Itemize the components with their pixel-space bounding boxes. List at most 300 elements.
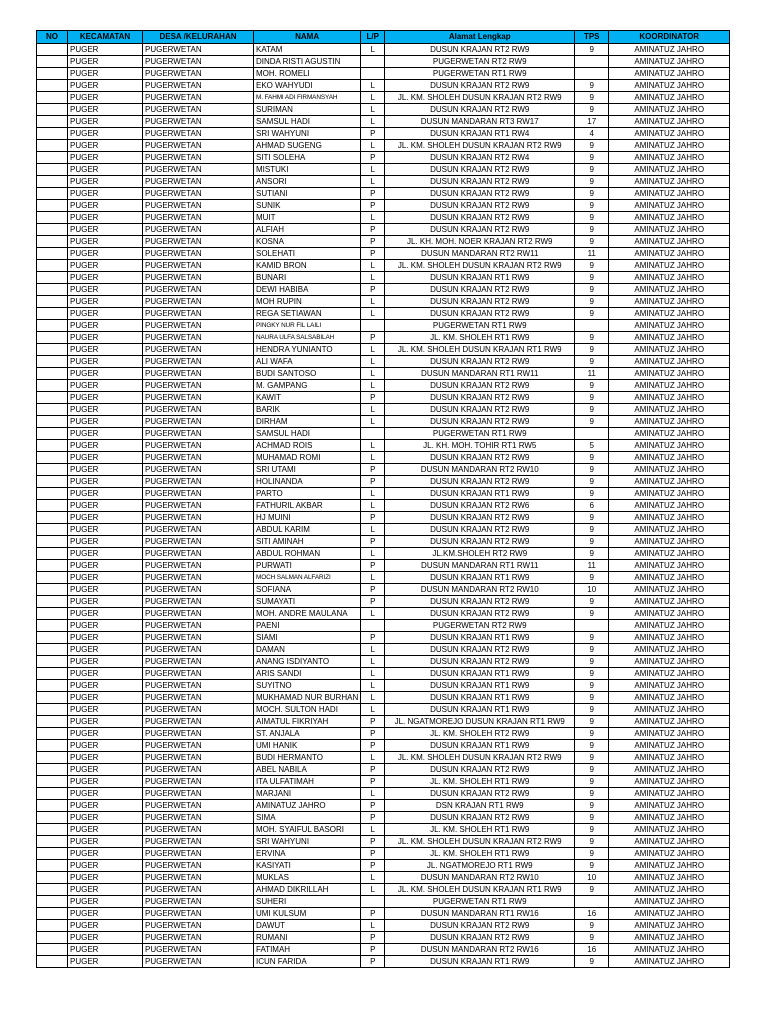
cell-alamat: DUSUN KRAJAN RT2 RW9	[385, 812, 575, 824]
cell-koordinator: AMINATUZ JAHRO	[609, 884, 730, 896]
cell-kecamatan: PUGER	[68, 284, 143, 296]
cell-tps: 9	[575, 308, 609, 320]
cell-tps: 16	[575, 944, 609, 956]
cell-desa: PUGERWETAN	[143, 416, 254, 428]
table-row	[37, 500, 730, 512]
cell-no	[37, 596, 68, 608]
cell-gender: P	[361, 560, 385, 572]
table-row	[37, 464, 730, 476]
cell-desa: PUGERWETAN	[143, 896, 254, 908]
table-row	[37, 200, 730, 212]
cell-no	[37, 716, 68, 728]
cell-tps: 9	[575, 356, 609, 368]
cell-desa: PUGERWETAN	[143, 464, 254, 476]
cell-nama: SRI WAHYUNI	[254, 836, 361, 848]
cell-no	[37, 704, 68, 716]
cell-kecamatan: PUGER	[68, 944, 143, 956]
cell-kecamatan: PUGER	[68, 224, 143, 236]
cell-alamat: DUSUN KRAJAN RT1 RW9	[385, 956, 575, 968]
cell-nama: KAWIT	[254, 392, 361, 404]
cell-koordinator: AMINATUZ JAHRO	[609, 644, 730, 656]
cell-kecamatan: PUGER	[68, 632, 143, 644]
cell-kecamatan: PUGER	[68, 584, 143, 596]
cell-tps: 9	[575, 788, 609, 800]
cell-nama: KAMID BRON	[254, 260, 361, 272]
cell-gender: L	[361, 752, 385, 764]
cell-gender: L	[361, 404, 385, 416]
cell-koordinator: AMINATUZ JAHRO	[609, 176, 730, 188]
table-row	[37, 584, 730, 596]
cell-kecamatan: PUGER	[68, 596, 143, 608]
cell-tps: 9	[575, 464, 609, 476]
cell-koordinator: AMINATUZ JAHRO	[609, 500, 730, 512]
cell-no	[37, 560, 68, 572]
cell-tps: 9	[575, 140, 609, 152]
cell-koordinator: AMINATUZ JAHRO	[609, 236, 730, 248]
cell-tps: 9	[575, 224, 609, 236]
cell-alamat: DUSUN KRAJAN RT2 RW9	[385, 80, 575, 92]
cell-desa: PUGERWETAN	[143, 788, 254, 800]
cell-tps: 10	[575, 872, 609, 884]
table-row	[37, 284, 730, 296]
cell-kecamatan: PUGER	[68, 68, 143, 80]
cell-gender: P	[361, 932, 385, 944]
cell-gender: P	[361, 764, 385, 776]
cell-gender: P	[361, 632, 385, 644]
cell-tps: 9	[575, 836, 609, 848]
cell-nama: ST. ANJALA	[254, 728, 361, 740]
table-body	[37, 44, 730, 968]
cell-nama: ICUN FARIDA	[254, 956, 361, 968]
cell-koordinator: AMINATUZ JAHRO	[609, 596, 730, 608]
cell-tps: 9	[575, 44, 609, 56]
cell-koordinator: AMINATUZ JAHRO	[609, 692, 730, 704]
cell-nama: SURIMAN	[254, 104, 361, 116]
table-row	[37, 572, 730, 584]
cell-no	[37, 728, 68, 740]
table-row	[37, 344, 730, 356]
cell-gender: L	[361, 488, 385, 500]
table-row	[37, 212, 730, 224]
cell-gender: L	[361, 212, 385, 224]
cell-kecamatan: PUGER	[68, 260, 143, 272]
cell-no	[37, 92, 68, 104]
header-alamat: Alamat Lengkap	[385, 31, 575, 44]
cell-gender: L	[361, 656, 385, 668]
cell-kecamatan: PUGER	[68, 644, 143, 656]
cell-nama: ARIS SANDI	[254, 668, 361, 680]
cell-desa: PUGERWETAN	[143, 500, 254, 512]
cell-desa: PUGERWETAN	[143, 296, 254, 308]
cell-kecamatan: PUGER	[68, 524, 143, 536]
cell-no	[37, 500, 68, 512]
table-row	[37, 944, 730, 956]
cell-tps: 9	[575, 188, 609, 200]
cell-no	[37, 440, 68, 452]
cell-alamat: DUSUN KRAJAN RT1 RW9	[385, 272, 575, 284]
cell-tps: 16	[575, 908, 609, 920]
table-row	[37, 416, 730, 428]
cell-nama: SITI AMINAH	[254, 536, 361, 548]
table-row	[37, 440, 730, 452]
cell-alamat: DUSUN MANDARAN RT2 RW11	[385, 248, 575, 260]
cell-koordinator: AMINATUZ JAHRO	[609, 836, 730, 848]
header-gender: L/P	[361, 31, 385, 44]
cell-koordinator: AMINATUZ JAHRO	[609, 56, 730, 68]
cell-gender: L	[361, 44, 385, 56]
cell-no	[37, 464, 68, 476]
cell-alamat: DUSUN MANDARAN RT2 RW16	[385, 944, 575, 956]
cell-koordinator: AMINATUZ JAHRO	[609, 824, 730, 836]
cell-no	[37, 548, 68, 560]
cell-desa: PUGERWETAN	[143, 860, 254, 872]
cell-gender: P	[361, 956, 385, 968]
table-row	[37, 668, 730, 680]
cell-desa: PUGERWETAN	[143, 116, 254, 128]
cell-kecamatan: PUGER	[68, 500, 143, 512]
cell-no	[37, 752, 68, 764]
cell-nama: KATAM	[254, 44, 361, 56]
cell-tps: 17	[575, 116, 609, 128]
cell-desa: PUGERWETAN	[143, 476, 254, 488]
cell-alamat: DUSUN KRAJAN RT2 RW4	[385, 152, 575, 164]
cell-alamat: DUSUN KRAJAN RT2 RW9	[385, 536, 575, 548]
cell-koordinator: AMINATUZ JAHRO	[609, 116, 730, 128]
cell-no	[37, 836, 68, 848]
cell-nama: HENDRA YUNIANTO	[254, 344, 361, 356]
cell-no	[37, 356, 68, 368]
cell-no	[37, 332, 68, 344]
cell-desa: PUGERWETAN	[143, 536, 254, 548]
table-row	[37, 656, 730, 668]
cell-nama: FATHURIL AKBAR	[254, 500, 361, 512]
cell-gender: L	[361, 140, 385, 152]
cell-gender: L	[361, 260, 385, 272]
cell-desa: PUGERWETAN	[143, 380, 254, 392]
cell-kecamatan: PUGER	[68, 680, 143, 692]
cell-kecamatan: PUGER	[68, 392, 143, 404]
table-row	[37, 836, 730, 848]
table-row	[37, 176, 730, 188]
cell-koordinator: AMINATUZ JAHRO	[609, 524, 730, 536]
cell-alamat: DUSUN KRAJAN RT1 RW4	[385, 128, 575, 140]
cell-alamat: DUSUN KRAJAN RT2 RW9	[385, 176, 575, 188]
cell-alamat: DUSUN KRAJAN RT2 RW9	[385, 392, 575, 404]
cell-no	[37, 572, 68, 584]
cell-nama: ANSORI	[254, 176, 361, 188]
cell-desa: PUGERWETAN	[143, 752, 254, 764]
table-row	[37, 524, 730, 536]
cell-koordinator: AMINATUZ JAHRO	[609, 440, 730, 452]
cell-tps: 9	[575, 800, 609, 812]
cell-koordinator: AMINATUZ JAHRO	[609, 476, 730, 488]
table-row	[37, 152, 730, 164]
cell-no	[37, 404, 68, 416]
cell-tps: 10	[575, 584, 609, 596]
cell-alamat: JL. KM. SHOLEH DUSUN KRAJAN RT2 RW9	[385, 836, 575, 848]
cell-kecamatan: PUGER	[68, 836, 143, 848]
cell-desa: PUGERWETAN	[143, 824, 254, 836]
cell-tps: 9	[575, 668, 609, 680]
cell-koordinator: AMINATUZ JAHRO	[609, 956, 730, 968]
cell-koordinator: AMINATUZ JAHRO	[609, 320, 730, 332]
cell-desa: PUGERWETAN	[143, 152, 254, 164]
cell-desa: PUGERWETAN	[143, 836, 254, 848]
cell-tps: 9	[575, 104, 609, 116]
cell-no	[37, 824, 68, 836]
cell-alamat: DUSUN KRAJAN RT2 RW9	[385, 644, 575, 656]
cell-tps: 9	[575, 596, 609, 608]
cell-alamat: DUSUN KRAJAN RT1 RW9	[385, 572, 575, 584]
cell-koordinator: AMINATUZ JAHRO	[609, 152, 730, 164]
cell-nama: SAMSUL HADI	[254, 428, 361, 440]
cell-gender: L	[361, 272, 385, 284]
cell-nama: AIMATUL FIKRIYAH	[254, 716, 361, 728]
cell-koordinator: AMINATUZ JAHRO	[609, 908, 730, 920]
cell-no	[37, 812, 68, 824]
cell-tps: 9	[575, 236, 609, 248]
table-row	[37, 608, 730, 620]
cell-nama: DINDA RISTI AGUSTIN	[254, 56, 361, 68]
table-row	[37, 332, 730, 344]
cell-nama: ALFIAH	[254, 224, 361, 236]
table-row	[37, 776, 730, 788]
cell-no	[37, 764, 68, 776]
cell-tps: 9	[575, 848, 609, 860]
cell-desa: PUGERWETAN	[143, 548, 254, 560]
cell-desa: PUGERWETAN	[143, 716, 254, 728]
cell-koordinator: AMINATUZ JAHRO	[609, 932, 730, 944]
table-row	[37, 260, 730, 272]
cell-tps: 9	[575, 824, 609, 836]
cell-alamat: JL. KM. SHOLEH DUSUN KRAJAN RT1 RW9	[385, 344, 575, 356]
cell-no	[37, 344, 68, 356]
header-row	[37, 31, 730, 44]
cell-koordinator: AMINATUZ JAHRO	[609, 368, 730, 380]
cell-kecamatan: PUGER	[68, 56, 143, 68]
cell-nama: MARJANI	[254, 788, 361, 800]
cell-tps: 9	[575, 704, 609, 716]
cell-kecamatan: PUGER	[68, 752, 143, 764]
cell-no	[37, 308, 68, 320]
cell-tps: 9	[575, 548, 609, 560]
cell-desa: PUGERWETAN	[143, 680, 254, 692]
cell-gender: L	[361, 680, 385, 692]
cell-nama: DAMAN	[254, 644, 361, 656]
cell-alamat: PUGERWETAN RT1 RW9	[385, 320, 575, 332]
cell-alamat: DUSUN MANDARAN RT2 RW10	[385, 464, 575, 476]
cell-nama: ABEL NABILA	[254, 764, 361, 776]
cell-kecamatan: PUGER	[68, 176, 143, 188]
cell-no	[37, 260, 68, 272]
cell-alamat: DUSUN KRAJAN RT2 RW9	[385, 512, 575, 524]
cell-kecamatan: PUGER	[68, 152, 143, 164]
table-row	[37, 140, 730, 152]
cell-tps: 9	[575, 932, 609, 944]
cell-koordinator: AMINATUZ JAHRO	[609, 140, 730, 152]
cell-nama: MUKLAS	[254, 872, 361, 884]
cell-gender: P	[361, 776, 385, 788]
cell-tps: 5	[575, 440, 609, 452]
cell-gender: L	[361, 920, 385, 932]
cell-koordinator: AMINATUZ JAHRO	[609, 620, 730, 632]
cell-kecamatan: PUGER	[68, 272, 143, 284]
cell-nama: FATIMAH	[254, 944, 361, 956]
cell-kecamatan: PUGER	[68, 872, 143, 884]
table-row	[37, 536, 730, 548]
cell-desa: PUGERWETAN	[143, 692, 254, 704]
cell-alamat: DUSUN KRAJAN RT2 RW9	[385, 764, 575, 776]
table-row	[37, 512, 730, 524]
cell-koordinator: AMINATUZ JAHRO	[609, 764, 730, 776]
cell-koordinator: AMINATUZ JAHRO	[609, 812, 730, 824]
cell-kecamatan: PUGER	[68, 200, 143, 212]
cell-kecamatan: PUGER	[68, 656, 143, 668]
cell-gender: L	[361, 92, 385, 104]
cell-nama: SIMA	[254, 812, 361, 824]
cell-gender: P	[361, 728, 385, 740]
table-row	[37, 728, 730, 740]
cell-nama: MOH. SYAIFUL BASORI	[254, 824, 361, 836]
cell-kecamatan: PUGER	[68, 812, 143, 824]
table-row	[37, 224, 730, 236]
table-row	[37, 716, 730, 728]
cell-gender: P	[361, 908, 385, 920]
table-row	[37, 308, 730, 320]
cell-alamat: JL. KH. MOH. TOHIR RT1 RW5	[385, 440, 575, 452]
cell-gender: L	[361, 608, 385, 620]
cell-no	[37, 248, 68, 260]
cell-koordinator: AMINATUZ JAHRO	[609, 92, 730, 104]
cell-koordinator: AMINATUZ JAHRO	[609, 920, 730, 932]
cell-tps: 9	[575, 860, 609, 872]
table-row	[37, 116, 730, 128]
cell-kecamatan: PUGER	[68, 92, 143, 104]
cell-gender	[361, 56, 385, 68]
cell-koordinator: AMINATUZ JAHRO	[609, 740, 730, 752]
table-row	[37, 752, 730, 764]
cell-tps: 9	[575, 716, 609, 728]
cell-no	[37, 392, 68, 404]
cell-gender: P	[361, 740, 385, 752]
cell-desa: PUGERWETAN	[143, 668, 254, 680]
cell-kecamatan: PUGER	[68, 476, 143, 488]
cell-desa: PUGERWETAN	[143, 392, 254, 404]
cell-koordinator: AMINATUZ JAHRO	[609, 344, 730, 356]
cell-gender: L	[361, 548, 385, 560]
cell-koordinator: AMINATUZ JAHRO	[609, 572, 730, 584]
cell-no	[37, 860, 68, 872]
header-no: NO	[37, 31, 68, 44]
cell-desa: PUGERWETAN	[143, 488, 254, 500]
cell-koordinator: AMINATUZ JAHRO	[609, 284, 730, 296]
cell-desa: PUGERWETAN	[143, 236, 254, 248]
cell-tps: 4	[575, 128, 609, 140]
cell-koordinator: AMINATUZ JAHRO	[609, 680, 730, 692]
cell-kecamatan: PUGER	[68, 416, 143, 428]
cell-koordinator: AMINATUZ JAHRO	[609, 944, 730, 956]
cell-nama: AHMAD DIKRILLAH	[254, 884, 361, 896]
cell-koordinator: AMINATUZ JAHRO	[609, 536, 730, 548]
cell-no	[37, 908, 68, 920]
cell-no	[37, 428, 68, 440]
cell-nama: SUHERI	[254, 896, 361, 908]
cell-nama: M. GAMPANG	[254, 380, 361, 392]
cell-tps: 9	[575, 344, 609, 356]
cell-no	[37, 872, 68, 884]
cell-no	[37, 668, 68, 680]
cell-alamat: DUSUN KRAJAN RT2 RW9	[385, 656, 575, 668]
cell-alamat: DUSUN MANDARAN RT1 RW11	[385, 560, 575, 572]
cell-koordinator: AMINATUZ JAHRO	[609, 272, 730, 284]
cell-kecamatan: PUGER	[68, 80, 143, 92]
cell-desa: PUGERWETAN	[143, 404, 254, 416]
table-row	[37, 356, 730, 368]
cell-tps: 9	[575, 404, 609, 416]
cell-desa: PUGERWETAN	[143, 224, 254, 236]
cell-kecamatan: PUGER	[68, 908, 143, 920]
cell-koordinator: AMINATUZ JAHRO	[609, 404, 730, 416]
table-row	[37, 488, 730, 500]
cell-no	[37, 284, 68, 296]
cell-kecamatan: PUGER	[68, 716, 143, 728]
cell-alamat: PUGERWETAN RT2 RW9	[385, 620, 575, 632]
table-row	[37, 80, 730, 92]
cell-no	[37, 884, 68, 896]
cell-kecamatan: PUGER	[68, 440, 143, 452]
cell-nama: DEWI HABIBA	[254, 284, 361, 296]
cell-tps: 9	[575, 608, 609, 620]
cell-desa: PUGERWETAN	[143, 368, 254, 380]
cell-alamat: DUSUN KRAJAN RT1 RW9	[385, 740, 575, 752]
cell-gender: P	[361, 128, 385, 140]
cell-no	[37, 692, 68, 704]
cell-kecamatan: PUGER	[68, 896, 143, 908]
cell-tps: 9	[575, 332, 609, 344]
cell-alamat: DUSUN MANDARAN RT3 RW17	[385, 116, 575, 128]
table-row	[37, 704, 730, 716]
cell-no	[37, 212, 68, 224]
header-nama: NAMA	[254, 31, 361, 44]
cell-tps: 9	[575, 692, 609, 704]
cell-gender: P	[361, 944, 385, 956]
cell-tps: 9	[575, 764, 609, 776]
cell-gender	[361, 896, 385, 908]
cell-nama: SOLEHATI	[254, 248, 361, 260]
cell-no	[37, 632, 68, 644]
cell-nama: NAURA ULFA SALSABILAH	[254, 332, 361, 344]
cell-nama: ITA ULFATIMAH	[254, 776, 361, 788]
cell-no	[37, 416, 68, 428]
cell-alamat: DUSUN KRAJAN RT2 RW6	[385, 500, 575, 512]
cell-kecamatan: PUGER	[68, 788, 143, 800]
cell-tps: 9	[575, 524, 609, 536]
cell-kecamatan: PUGER	[68, 188, 143, 200]
cell-gender: P	[361, 812, 385, 824]
table-row	[37, 824, 730, 836]
cell-koordinator: AMINATUZ JAHRO	[609, 128, 730, 140]
cell-kecamatan: PUGER	[68, 668, 143, 680]
cell-nama: MOCH SALMAN ALFARIZI	[254, 572, 361, 584]
cell-desa: PUGERWETAN	[143, 440, 254, 452]
cell-gender: L	[361, 440, 385, 452]
cell-koordinator: AMINATUZ JAHRO	[609, 560, 730, 572]
cell-desa: PUGERWETAN	[143, 308, 254, 320]
header-kecamatan: KECAMATAN	[68, 31, 143, 44]
cell-no	[37, 776, 68, 788]
cell-koordinator: AMINATUZ JAHRO	[609, 608, 730, 620]
cell-desa: PUGERWETAN	[143, 572, 254, 584]
